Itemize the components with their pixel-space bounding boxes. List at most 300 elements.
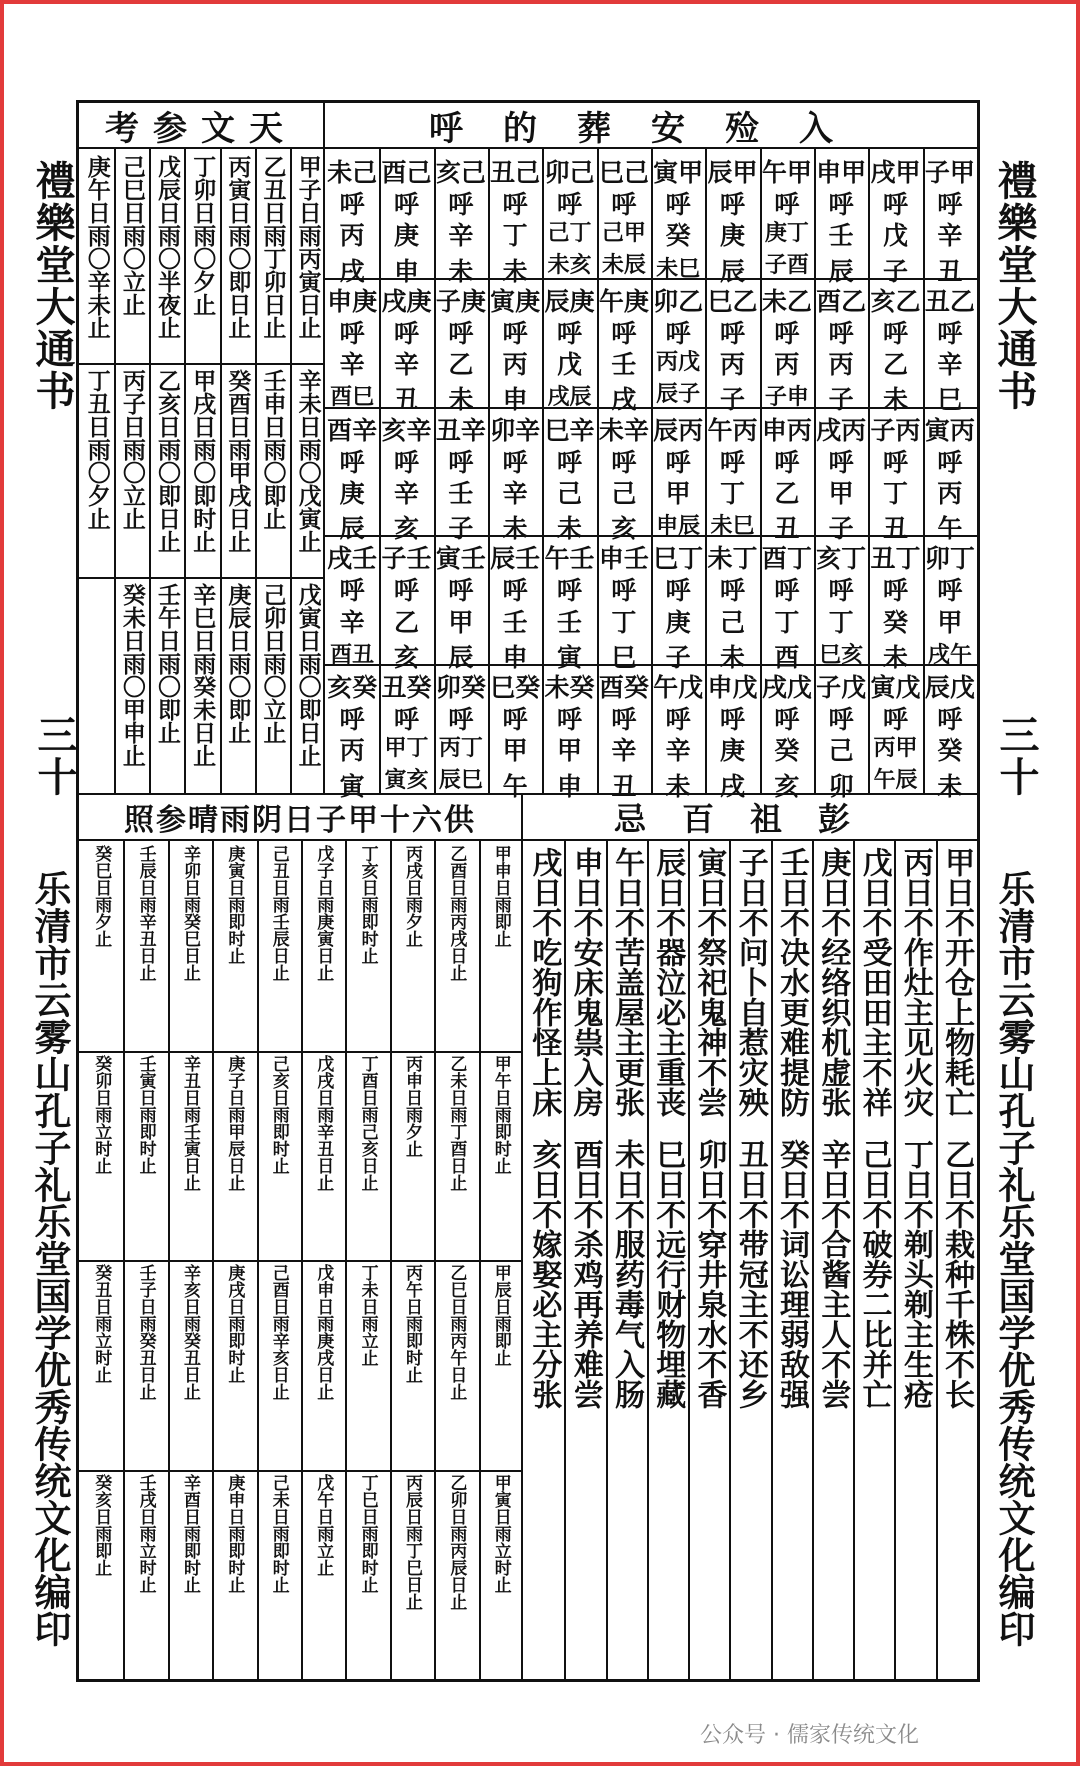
call-branch: 未 bbox=[937, 771, 963, 801]
call-branch: 辰子 bbox=[656, 381, 701, 407]
rain-cell: 甲戌日雨〇即时止 bbox=[189, 369, 216, 553]
call-word: 呼 bbox=[882, 190, 908, 219]
call-word: 呼 bbox=[393, 705, 419, 735]
call-cell bbox=[760, 282, 814, 411]
call-day: 申庚 bbox=[327, 286, 378, 316]
sixty-day-cell: 丙申日雨夕止 bbox=[402, 1054, 422, 1157]
call-word: 呼 bbox=[665, 576, 691, 606]
call-branch: 亥 bbox=[393, 642, 419, 672]
call-word: 呼 bbox=[502, 318, 528, 348]
call-stem: 庚 bbox=[719, 221, 745, 251]
rain-cell: 丙子日雨〇立止 bbox=[118, 369, 145, 530]
call-cell bbox=[705, 411, 759, 540]
publisher-right: 乐清市云雾山孔子礼乐堂国学优秀传统文化编印 bbox=[992, 870, 1035, 1647]
sixty-day-cell: 辛丑日雨壬寅日止 bbox=[180, 1054, 200, 1191]
rain-cell: 辛巳日雨癸未日止 bbox=[189, 583, 216, 767]
column-divider bbox=[434, 841, 436, 1679]
taboo-phrase: 癸日不词讼理弱敌强 bbox=[774, 1139, 810, 1409]
call-day: 亥癸 bbox=[327, 673, 378, 703]
call-cell bbox=[325, 539, 379, 668]
column-divider bbox=[923, 149, 925, 793]
call-cell bbox=[434, 153, 488, 286]
call-cell bbox=[923, 668, 977, 801]
call-branch: 丑 bbox=[937, 256, 963, 286]
column-divider bbox=[184, 149, 186, 793]
rain-cell: 乙丑日雨丁卯日止 bbox=[259, 155, 286, 339]
call-stem: 丙 bbox=[339, 736, 365, 766]
call-day: 寅壬 bbox=[435, 544, 486, 574]
call-stem: 乙 bbox=[774, 478, 800, 508]
call-word: 呼 bbox=[339, 576, 365, 606]
taboo-phrase: 亥日不嫁娶必主分张 bbox=[526, 1139, 562, 1409]
call-word: 呼 bbox=[774, 447, 800, 477]
taboo-phrase: 庚日不经络织机虚张 bbox=[815, 847, 851, 1117]
call-stem: 丁 bbox=[719, 478, 745, 508]
call-stem: 丙甲 bbox=[873, 736, 918, 762]
call-day: 酉乙 bbox=[816, 286, 867, 316]
call-word: 呼 bbox=[828, 447, 854, 477]
rain-cell: 壬申日雨〇即止 bbox=[259, 369, 286, 530]
call-cell bbox=[597, 282, 651, 415]
sixty-day-cell: 丙戌日雨夕止 bbox=[402, 845, 422, 947]
sixty-day-cell: 戊戌日雨辛丑日止 bbox=[313, 1054, 334, 1191]
call-word: 呼 bbox=[774, 705, 800, 735]
call-word: 呼 bbox=[937, 576, 963, 606]
call-stem: 己 bbox=[828, 736, 854, 766]
call-branch: 午辰 bbox=[873, 767, 918, 793]
call-stem: 甲 bbox=[828, 478, 854, 508]
call-stem: 癸 bbox=[882, 607, 908, 637]
column-divider bbox=[479, 841, 481, 1679]
call-branch: 未巳 bbox=[656, 256, 701, 282]
sixty-day-cell: 乙卯日雨丙辰日止 bbox=[446, 1473, 467, 1610]
call-day: 辰壬 bbox=[490, 544, 541, 574]
call-stem: 甲 bbox=[448, 607, 474, 637]
call-branch: 戌 bbox=[339, 256, 365, 286]
taboo-phrase: 辰日不器泣必主重丧 bbox=[650, 847, 686, 1117]
call-stem: 丙 bbox=[774, 350, 800, 380]
call-day: 申戊 bbox=[707, 673, 758, 703]
taboo-phrase: 丁日不剃头剃主生疮 bbox=[897, 1139, 933, 1409]
call-word: 呼 bbox=[556, 190, 582, 219]
sixty-day-cell: 庚戌日雨即时止 bbox=[224, 1264, 245, 1383]
call-day: 丑癸 bbox=[381, 673, 432, 703]
taboo-phrase: 子日不问卜自惹灾殃 bbox=[732, 847, 768, 1117]
call-stem: 辛 bbox=[393, 478, 419, 508]
call-word: 呼 bbox=[393, 190, 419, 219]
call-branch: 亥 bbox=[774, 771, 800, 801]
taboo-column bbox=[523, 841, 564, 1679]
call-word: 呼 bbox=[339, 318, 365, 348]
call-branch: 子酉 bbox=[764, 252, 809, 278]
call-stem: 丙 bbox=[502, 350, 528, 380]
call-branch: 子 bbox=[828, 514, 854, 544]
call-stem: 乙 bbox=[393, 607, 419, 637]
call-day: 亥己 bbox=[435, 158, 486, 187]
call-stem: 丁 bbox=[882, 478, 908, 508]
column-divider bbox=[814, 149, 816, 793]
call-day: 巳丁 bbox=[653, 544, 704, 574]
rain-cell: 壬午日雨〇即止 bbox=[154, 583, 181, 744]
taboo-phrase: 未日不服药毒气入肠 bbox=[608, 1139, 644, 1409]
call-word: 呼 bbox=[339, 190, 365, 219]
taboo-phrase: 巳日不远行财物埋藏 bbox=[650, 1139, 686, 1409]
call-stem: 己丁 bbox=[547, 221, 592, 247]
call-branch: 辰 bbox=[448, 642, 474, 672]
call-stem: 辛 bbox=[611, 736, 637, 766]
call-cell bbox=[542, 539, 596, 672]
call-stem: 癸 bbox=[937, 736, 963, 766]
sixty-day-cell: 己未日雨即时止 bbox=[268, 1473, 289, 1593]
call-day: 子壬 bbox=[381, 544, 432, 574]
call-day: 戌甲 bbox=[870, 158, 921, 187]
call-stem: 丁 bbox=[828, 607, 854, 637]
call-day: 戌戊 bbox=[761, 673, 812, 703]
sixty-day-cell: 乙巳日雨丙午日止 bbox=[446, 1264, 467, 1400]
sixty-day-cell: 壬辰日雨辛丑日止 bbox=[135, 845, 156, 981]
call-cell bbox=[651, 411, 705, 540]
call-word: 呼 bbox=[937, 705, 963, 735]
taboo-phrase: 丙日不作灶主见火灾 bbox=[897, 847, 933, 1117]
call-day: 酉丁 bbox=[761, 544, 812, 574]
call-word: 呼 bbox=[719, 576, 745, 606]
call-cell bbox=[760, 153, 814, 278]
side-title-left: 禮樂堂大通书 bbox=[29, 160, 75, 412]
sixty-day-cell: 甲寅日雨立时止 bbox=[490, 1473, 511, 1593]
call-cell bbox=[597, 153, 651, 278]
call-cell bbox=[379, 539, 433, 672]
almanac-table bbox=[76, 100, 980, 1682]
call-stem: 丁 bbox=[611, 607, 637, 637]
call-branch: 酉巳 bbox=[330, 385, 375, 411]
call-branch: 辰巳 bbox=[438, 767, 483, 793]
column-divider bbox=[290, 149, 292, 793]
call-day: 辰戊 bbox=[924, 673, 975, 703]
call-day: 酉辛 bbox=[327, 415, 378, 445]
sixty-day-cell: 丁亥日雨即时止 bbox=[357, 845, 378, 964]
call-word: 呼 bbox=[719, 190, 745, 219]
column-divider bbox=[606, 841, 608, 1679]
call-cell bbox=[705, 539, 759, 672]
call-branch: 巳亥 bbox=[819, 642, 864, 668]
sixty-day-rain-grid bbox=[79, 841, 523, 1679]
call-day: 亥丁 bbox=[816, 544, 867, 574]
rain-cell: 丁卯日雨〇夕止 bbox=[189, 155, 216, 316]
call-cell bbox=[760, 668, 814, 801]
call-word: 呼 bbox=[556, 705, 582, 735]
call-stem: 庚 bbox=[719, 736, 745, 766]
call-stem: 甲丁 bbox=[384, 736, 429, 762]
call-word: 呼 bbox=[448, 576, 474, 606]
call-cell bbox=[542, 282, 596, 411]
column-divider bbox=[705, 149, 707, 793]
call-branch: 午 bbox=[937, 514, 963, 544]
call-word: 呼 bbox=[393, 576, 419, 606]
call-day: 卯癸 bbox=[435, 673, 486, 703]
call-word: 呼 bbox=[774, 318, 800, 348]
call-branch: 寅亥 bbox=[384, 767, 429, 793]
call-word: 呼 bbox=[665, 318, 691, 348]
call-day: 未己 bbox=[327, 158, 378, 187]
call-branch: 戌 bbox=[611, 385, 637, 415]
call-word: 呼 bbox=[882, 318, 908, 348]
taboo-phrase: 壬日不决水更难提防 bbox=[774, 847, 810, 1117]
page-number-right: 三十 bbox=[993, 714, 1039, 798]
call-word: 呼 bbox=[502, 705, 528, 735]
rain-cell: 辛未日雨〇戊寅止 bbox=[294, 369, 321, 553]
call-word: 呼 bbox=[937, 190, 963, 219]
call-cell bbox=[488, 539, 542, 672]
sixty-day-cell: 癸巳日雨夕止 bbox=[91, 845, 112, 947]
call-stem: 辛 bbox=[393, 350, 419, 380]
sixty-day-cell: 辛卯日雨癸巳日止 bbox=[180, 845, 200, 981]
call-day: 丑乙 bbox=[924, 286, 975, 316]
call-stem: 丙 bbox=[937, 478, 963, 508]
taboo-phrase: 寅日不祭祀鬼神不尝 bbox=[691, 847, 727, 1117]
taboo-column bbox=[853, 841, 894, 1679]
call-stem: 辛 bbox=[502, 478, 528, 508]
taboo-column bbox=[564, 841, 605, 1679]
call-branch: 子 bbox=[882, 256, 908, 286]
call-day: 巳乙 bbox=[707, 286, 758, 316]
call-word: 呼 bbox=[556, 576, 582, 606]
call-word: 呼 bbox=[882, 705, 908, 735]
call-stem: 丙 bbox=[339, 221, 365, 251]
sixty-day-cell: 丁未日雨立止 bbox=[357, 1264, 378, 1366]
call-stem: 壬 bbox=[556, 607, 582, 637]
call-word: 呼 bbox=[828, 190, 854, 219]
rain-cell: 庚午日雨〇辛未止 bbox=[83, 155, 110, 339]
sixty-day-cell: 壬子日雨癸丑日止 bbox=[135, 1264, 156, 1400]
call-branch: 午 bbox=[502, 771, 528, 801]
call-stem: 庚 bbox=[339, 478, 365, 508]
call-branch: 子 bbox=[448, 514, 474, 544]
call-cell bbox=[488, 668, 542, 801]
call-stem: 乙 bbox=[448, 350, 474, 380]
call-branch: 酉丑 bbox=[330, 642, 375, 668]
call-stem: 丙 bbox=[828, 350, 854, 380]
sixty-day-cell: 丙午日雨即时止 bbox=[402, 1264, 422, 1383]
rain-cell: 乙亥日雨〇即日止 bbox=[154, 369, 181, 553]
rain-cell: 甲子日雨丙寅日止 bbox=[294, 155, 321, 339]
sixty-day-cell: 癸亥日雨即止 bbox=[91, 1473, 112, 1576]
call-word: 呼 bbox=[882, 447, 908, 477]
call-day: 寅甲 bbox=[653, 158, 704, 187]
call-day: 寅丙 bbox=[924, 415, 975, 445]
call-stem: 庚 bbox=[393, 221, 419, 251]
call-word: 呼 bbox=[937, 318, 963, 348]
call-word: 呼 bbox=[937, 447, 963, 477]
call-branch: 丑 bbox=[611, 771, 637, 801]
pengzu-taboo-grid bbox=[523, 841, 977, 1679]
call-stem: 丙丁 bbox=[438, 736, 483, 762]
call-word: 呼 bbox=[556, 318, 582, 348]
rain-cell: 己巳日雨〇立止 bbox=[118, 155, 145, 316]
taboo-column bbox=[647, 841, 688, 1679]
call-day: 未丁 bbox=[707, 544, 758, 574]
call-word: 呼 bbox=[339, 447, 365, 477]
column-divider bbox=[149, 149, 151, 793]
call-day: 寅庚 bbox=[490, 286, 541, 316]
call-day: 酉癸 bbox=[598, 673, 649, 703]
call-word: 呼 bbox=[611, 576, 637, 606]
call-stem: 辛 bbox=[937, 350, 963, 380]
call-day: 子庚 bbox=[435, 286, 486, 316]
call-word: 呼 bbox=[719, 447, 745, 477]
column-divider bbox=[729, 841, 731, 1679]
call-stem: 己 bbox=[719, 607, 745, 637]
call-day: 酉己 bbox=[381, 158, 432, 187]
call-branch: 申 bbox=[502, 642, 528, 672]
call-stem: 丙戊 bbox=[656, 350, 701, 376]
call-word: 呼 bbox=[665, 447, 691, 477]
call-cell bbox=[868, 153, 922, 286]
call-cell bbox=[814, 539, 868, 668]
call-branch: 卯 bbox=[828, 771, 854, 801]
call-word: 呼 bbox=[393, 318, 419, 348]
taboo-phrase: 戊日不受田田主不祥 bbox=[856, 847, 892, 1117]
rain-cell: 戊寅日雨〇即日止 bbox=[294, 583, 321, 767]
column-divider bbox=[651, 149, 653, 793]
burial-call-grid bbox=[325, 149, 977, 801]
column-divider bbox=[688, 841, 690, 1679]
call-day: 亥乙 bbox=[870, 286, 921, 316]
call-stem: 壬 bbox=[448, 478, 474, 508]
call-branch: 巳 bbox=[611, 642, 637, 672]
call-branch: 丑 bbox=[774, 514, 800, 544]
call-cell bbox=[542, 668, 596, 801]
column-divider bbox=[257, 841, 259, 1679]
column-divider bbox=[868, 149, 870, 793]
call-cell bbox=[705, 282, 759, 415]
call-stem: 癸 bbox=[774, 736, 800, 766]
call-day: 申壬 bbox=[598, 544, 649, 574]
call-day: 未乙 bbox=[761, 286, 812, 316]
call-branch: 酉 bbox=[774, 642, 800, 672]
call-cell bbox=[325, 668, 379, 801]
call-day: 午甲 bbox=[761, 158, 812, 187]
column-divider bbox=[488, 149, 490, 793]
call-stem: 己 bbox=[611, 478, 637, 508]
call-branch: 申 bbox=[393, 256, 419, 286]
taboo-phrase: 卯日不穿井泉水不香 bbox=[691, 1139, 727, 1409]
rain-cell: 丁丑日雨〇夕止 bbox=[83, 369, 110, 530]
call-stem: 丙 bbox=[719, 350, 745, 380]
sixty-day-cell: 壬戌日雨立时止 bbox=[135, 1473, 156, 1593]
call-cell bbox=[923, 282, 977, 415]
rain-cell: 戊辰日雨〇半夜止 bbox=[154, 155, 181, 339]
call-word: 呼 bbox=[502, 576, 528, 606]
column-divider bbox=[542, 149, 544, 793]
call-branch: 寅 bbox=[556, 642, 582, 672]
call-word: 呼 bbox=[502, 447, 528, 477]
sixty-day-cell: 庚寅日雨即时止 bbox=[224, 845, 245, 964]
call-cell bbox=[488, 411, 542, 544]
call-branch: 子 bbox=[828, 385, 854, 415]
sixty-day-cell: 乙未日雨丁酉日止 bbox=[446, 1054, 467, 1191]
call-branch: 子 bbox=[719, 385, 745, 415]
rain-cell: 癸酉日雨甲戌日止 bbox=[224, 369, 251, 553]
call-cell bbox=[542, 411, 596, 544]
call-cell bbox=[651, 282, 705, 407]
call-day: 子丙 bbox=[870, 415, 921, 445]
call-cell bbox=[868, 539, 922, 672]
call-branch: 未 bbox=[882, 642, 908, 672]
call-day: 午丙 bbox=[707, 415, 758, 445]
call-branch: 未 bbox=[882, 385, 908, 415]
call-word: 呼 bbox=[611, 447, 637, 477]
call-stem: 庚 bbox=[665, 607, 691, 637]
call-cell bbox=[868, 668, 922, 793]
call-cell bbox=[434, 282, 488, 415]
call-stem: 己 bbox=[556, 478, 582, 508]
call-cell bbox=[434, 668, 488, 793]
call-stem: 甲 bbox=[556, 736, 582, 766]
taboo-column bbox=[812, 841, 853, 1679]
call-word: 呼 bbox=[339, 705, 365, 735]
call-stem: 壬 bbox=[828, 221, 854, 251]
call-stem: 甲 bbox=[502, 736, 528, 766]
call-day: 巳己 bbox=[598, 158, 649, 187]
call-cell bbox=[868, 411, 922, 544]
sixty-day-cell: 丁酉日雨己亥日止 bbox=[357, 1054, 378, 1191]
taboo-column bbox=[894, 841, 935, 1679]
call-cell bbox=[705, 153, 759, 286]
call-word: 呼 bbox=[448, 705, 474, 735]
taboo-phrase: 午日不苦盖屋主更张 bbox=[608, 847, 644, 1117]
call-cell bbox=[488, 153, 542, 286]
call-word: 呼 bbox=[719, 705, 745, 735]
column-divider bbox=[564, 841, 566, 1679]
call-day: 未癸 bbox=[544, 673, 595, 703]
call-day: 丑己 bbox=[490, 158, 541, 187]
taboo-phrase: 辛日不合酱主人不尝 bbox=[815, 1139, 851, 1409]
column-divider bbox=[597, 149, 599, 793]
call-cell bbox=[325, 282, 379, 411]
call-cell bbox=[379, 668, 433, 793]
call-day: 子甲 bbox=[924, 158, 975, 187]
sixty-day-cell: 戊申日雨庚戌日止 bbox=[313, 1264, 334, 1400]
call-cell bbox=[760, 411, 814, 544]
column-divider bbox=[114, 149, 116, 793]
sixty-day-cell: 甲申日雨即止 bbox=[490, 845, 511, 947]
rain-reference-grid bbox=[79, 149, 325, 793]
sixty-day-cell: 丙辰日雨丁巳日止 bbox=[402, 1473, 422, 1610]
sixty-day-cell: 甲午日雨即时止 bbox=[490, 1054, 511, 1174]
sixty-day-cell: 庚申日雨即时止 bbox=[224, 1473, 245, 1593]
call-branch: 未亥 bbox=[547, 252, 592, 278]
taboo-phrase: 乙日不栽种千株不长 bbox=[939, 1139, 975, 1409]
taboo-column bbox=[771, 841, 812, 1679]
call-cell bbox=[597, 539, 651, 672]
call-stem: 辛 bbox=[448, 221, 474, 251]
call-branch: 巳 bbox=[937, 385, 963, 415]
call-day: 寅戊 bbox=[870, 673, 921, 703]
side-title-right: 禮樂堂大通书 bbox=[991, 160, 1037, 412]
call-branch: 子 bbox=[665, 642, 691, 672]
heading-burial-calls: 呼的葬安殓入 bbox=[325, 103, 977, 149]
call-word: 呼 bbox=[828, 576, 854, 606]
column-divider bbox=[220, 149, 222, 793]
rain-cell: 癸未日雨〇甲申止 bbox=[118, 583, 145, 767]
call-day: 辰甲 bbox=[707, 158, 758, 187]
call-day: 卯乙 bbox=[653, 286, 704, 316]
call-day: 卯辛 bbox=[490, 415, 541, 445]
call-cell bbox=[651, 539, 705, 672]
call-stem: 庚丁 bbox=[764, 221, 809, 247]
call-branch: 未巳 bbox=[710, 514, 755, 540]
call-branch: 申 bbox=[502, 385, 528, 415]
